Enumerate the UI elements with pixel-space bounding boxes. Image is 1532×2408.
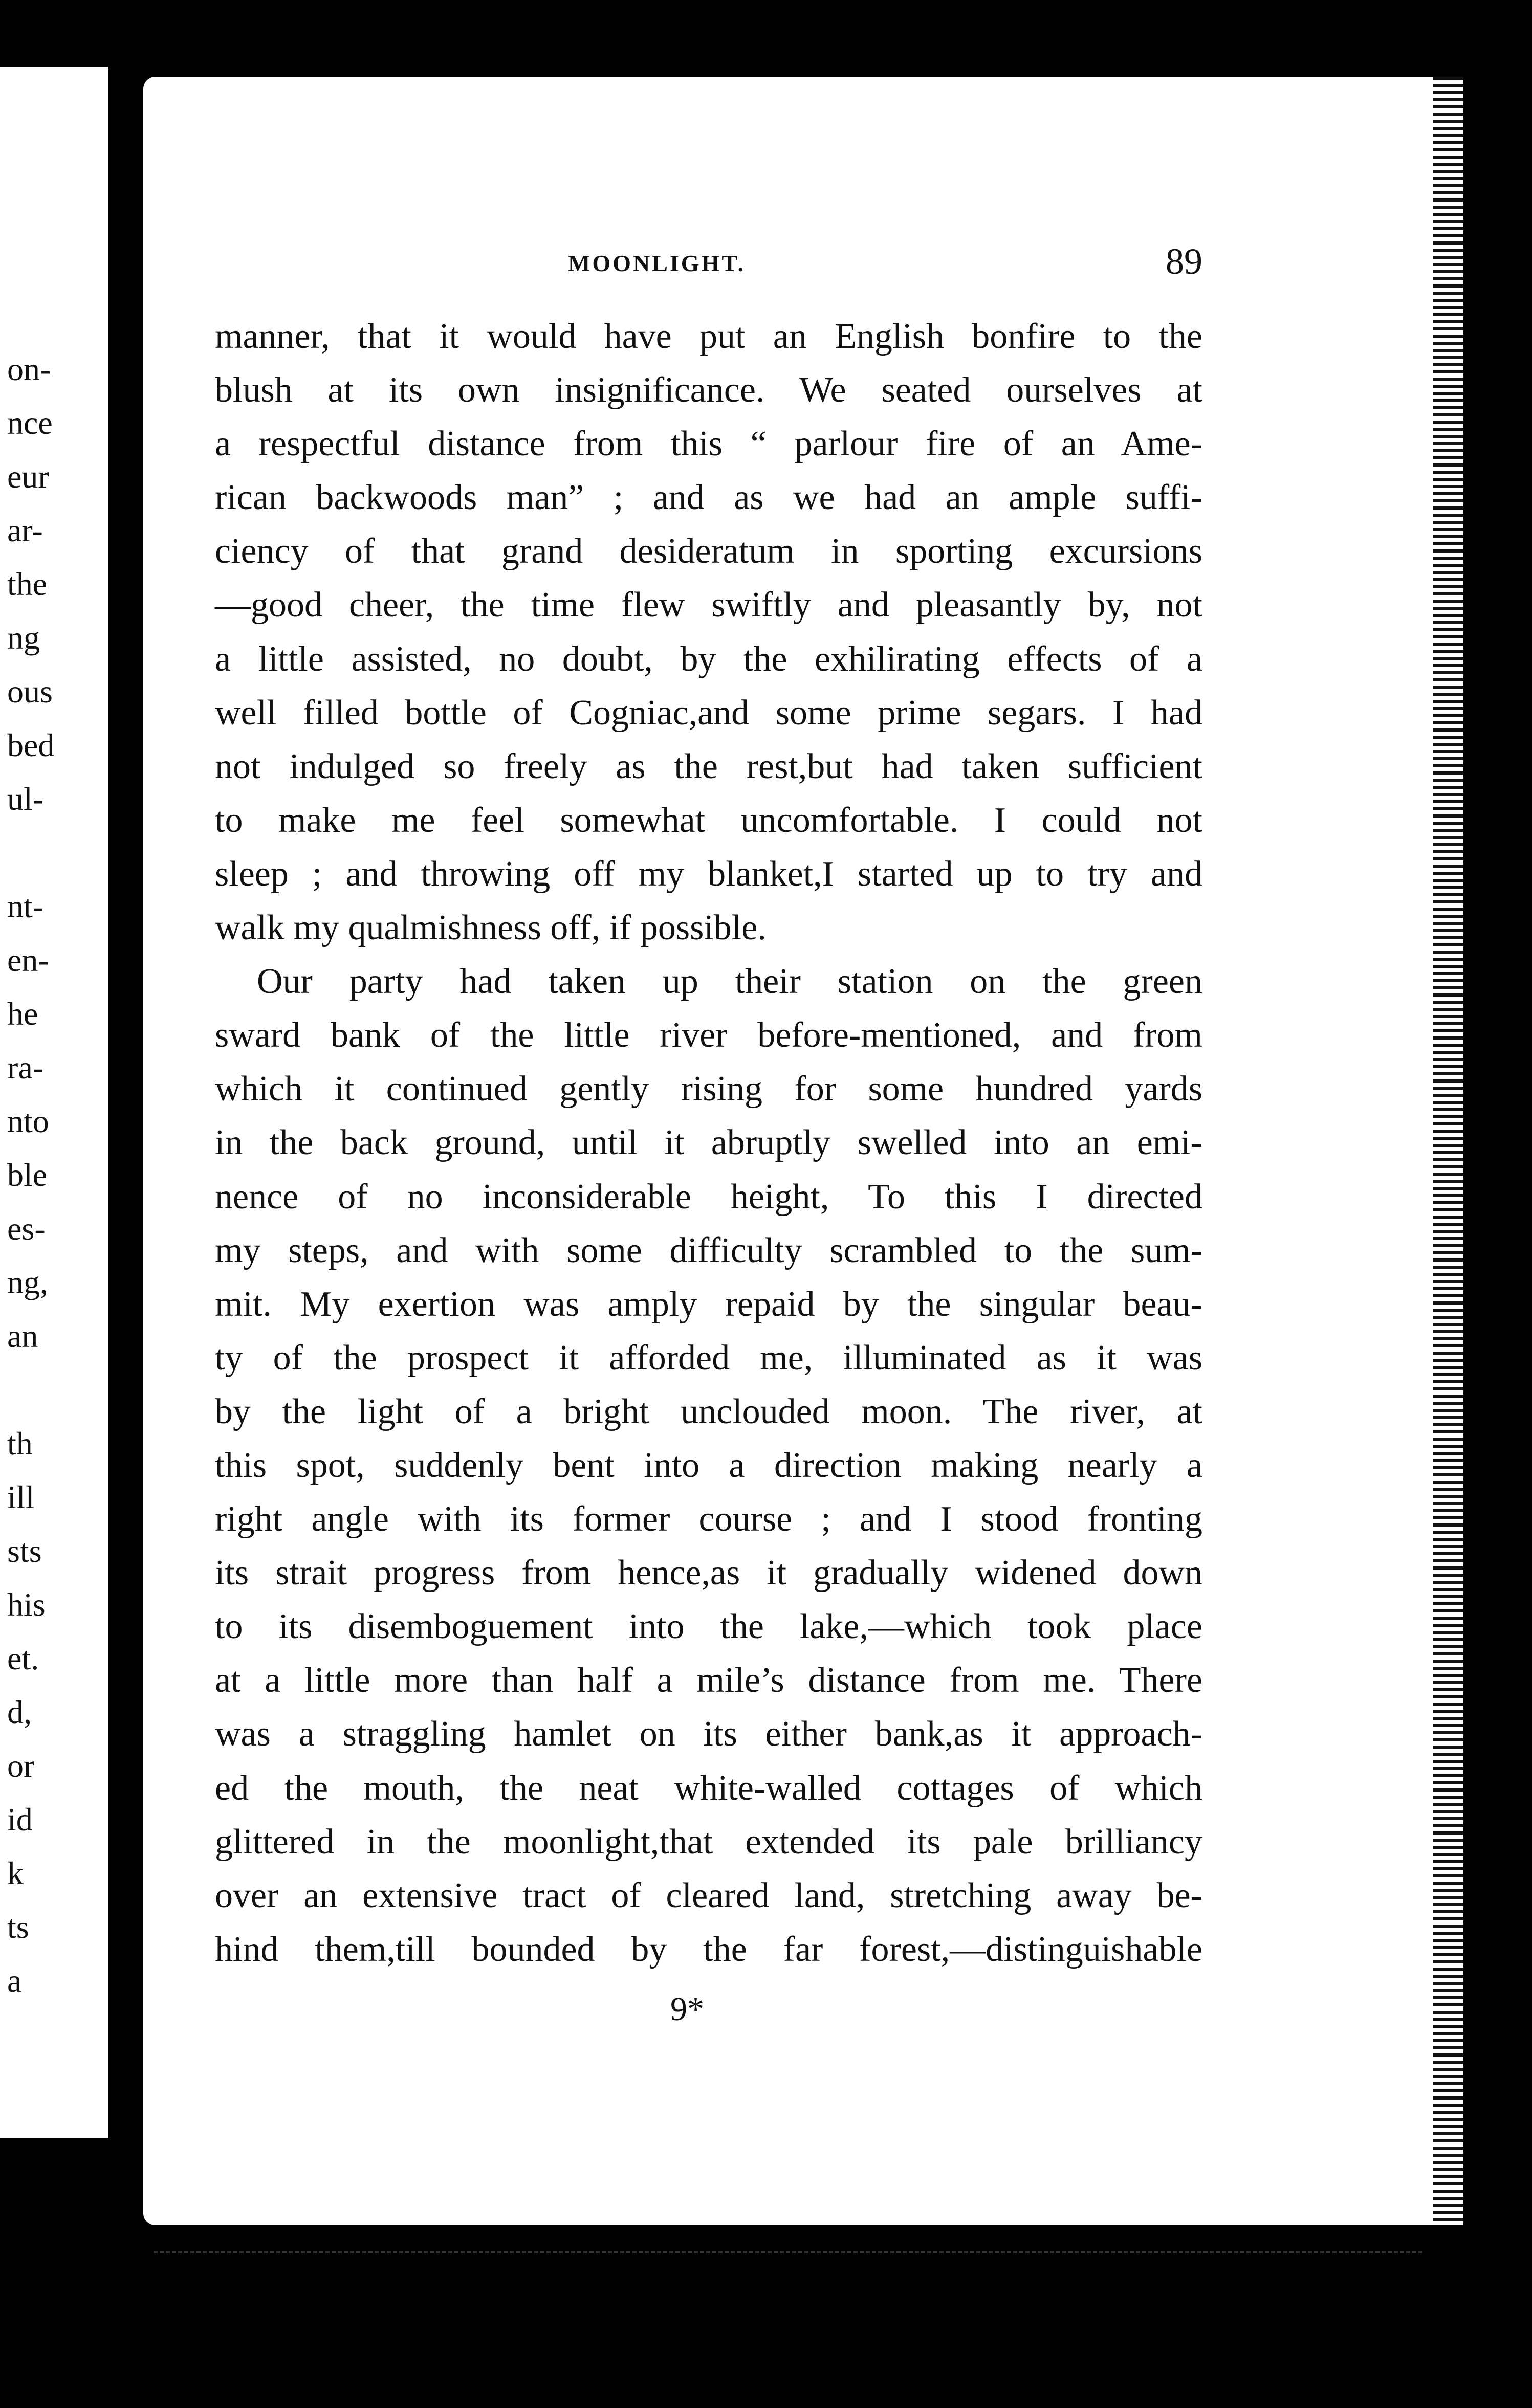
text-line: over an extensive tract of cleared land, stretching away be- xyxy=(215,1875,1202,1915)
text-line: rican backwoods man” ; and as we had an ample suffi- xyxy=(215,478,1202,518)
page-edge-right xyxy=(1433,77,1463,2225)
text-line: was a straggling hamlet on its either bank,as it approach- xyxy=(215,1714,1202,1754)
text-line: manner, that it would have put an English bonfire to the xyxy=(215,317,1202,356)
text-line: to its disemboguement into the lake,—which took place xyxy=(215,1607,1202,1647)
text-line: ed the mouth, the neat white-walled cottages of which xyxy=(215,1768,1202,1808)
running-title: MOONLIGHT. xyxy=(568,250,746,276)
facing-page-fragment: his xyxy=(7,1586,46,1623)
facing-page-fragment: on- xyxy=(7,351,51,387)
facing-page-fragment: ng xyxy=(7,620,40,656)
facing-page-fragment: eur xyxy=(7,458,49,495)
facing-page-fragment: k xyxy=(7,1855,24,1891)
facing-page-fragment: ar- xyxy=(7,512,43,548)
facing-page-fragment: th xyxy=(7,1425,33,1462)
text-line: in the back ground, until it abruptly swelled into an emi- xyxy=(215,1123,1202,1163)
text-line: which it continued gently rising for some hundred yards xyxy=(215,1069,1202,1109)
facing-page-fragment: ill xyxy=(7,1479,35,1515)
facing-page-fragment: an xyxy=(7,1318,38,1354)
facing-page-fragment: d, xyxy=(7,1694,32,1730)
text-line: not indulged so freely as the rest,but had taken sufficient xyxy=(215,746,1202,786)
facing-page-fragment: en- xyxy=(7,942,49,978)
facing-page-fragment: he xyxy=(7,996,38,1032)
facing-page-fragment: et. xyxy=(7,1640,39,1676)
text-line: blush at its own insignificance. We seated ourselves at xyxy=(215,370,1202,410)
facing-page-fragment: id xyxy=(7,1801,33,1838)
body-text xyxy=(215,310,1202,1976)
text-line: its strait progress from hence,as it gradually widened down xyxy=(215,1553,1202,1593)
facing-page-edge xyxy=(0,67,108,2138)
text-line: mit. My exertion was amply repaid by the singular beau- xyxy=(215,1284,1202,1324)
text-line: hind them,till bounded by the far forest,—distinguishable xyxy=(215,1929,1202,1969)
signature-mark: 9* xyxy=(670,1991,704,2028)
text-line: glittered in the moonlight,that extended its pale brilliancy xyxy=(215,1822,1202,1862)
facing-page-fragment: nto xyxy=(7,1103,49,1139)
text-line: Our party had taken up their station on the green xyxy=(257,962,1202,1002)
text-line: walk my qualmishness off, if possible. xyxy=(215,908,767,948)
facing-page-fragment: bed xyxy=(7,727,55,763)
text-line: ty of the prospect it afforded me, illuminated as it was xyxy=(215,1338,1202,1378)
text-line: this spot, suddenly bent into a direction making nearly a xyxy=(215,1445,1202,1485)
text-line: by the light of a bright unclouded moon. The river, at xyxy=(215,1391,1202,1431)
text-line: sleep ; and throwing off my blanket,I started up to try and xyxy=(215,854,1202,894)
text-line: sward bank of the little river before-mentioned, and from xyxy=(215,1015,1202,1055)
facing-page-fragment: ra- xyxy=(7,1049,44,1086)
facing-page-fragment: the xyxy=(7,566,48,602)
text-line: nence of no inconsiderable height, To this I directed xyxy=(215,1177,1202,1217)
facing-page-fragment: es- xyxy=(7,1210,46,1247)
page-header xyxy=(215,240,1202,286)
facing-page-fragment: ng, xyxy=(7,1264,48,1300)
facing-page-fragment: ul- xyxy=(7,781,44,817)
page-number: 89 xyxy=(1166,241,1202,282)
text-line: a little assisted, no doubt, by the exhilirating effects of a xyxy=(215,639,1202,679)
facing-page-fragment: nce xyxy=(7,405,53,441)
facing-page-fragment: ble xyxy=(7,1157,48,1193)
facing-page-fragment: ts xyxy=(7,1909,29,1945)
text-line: at a little more than half a mile’s distance from me. There xyxy=(215,1661,1202,1700)
facing-page-fragment: or xyxy=(7,1748,35,1784)
text-line: ciency of that grand desideratum in sporting excursions xyxy=(215,532,1202,571)
facing-page-fragment: sts xyxy=(7,1533,42,1569)
facing-page-fragment: ous xyxy=(7,673,53,710)
facing-page-fragment: nt- xyxy=(7,888,44,924)
text-line: —good cheer, the time flew swiftly and pleasantly by, not xyxy=(215,585,1202,625)
text-line: to make me feel somewhat uncomfortable. I could not xyxy=(215,800,1202,840)
page-bottom-edge xyxy=(154,2251,1422,2273)
text-line: right angle with its former course ; and I stood fronting xyxy=(215,1499,1202,1539)
text-line: my steps, and with some difficulty scrambled to the sum- xyxy=(215,1230,1202,1270)
facing-page-fragment: a xyxy=(7,1962,22,1999)
text-line: well filled bottle of Cogniac,and some prime segars. I had xyxy=(215,693,1202,733)
text-line: a respectful distance from this “ parlour fire of an Ame- xyxy=(215,424,1202,464)
